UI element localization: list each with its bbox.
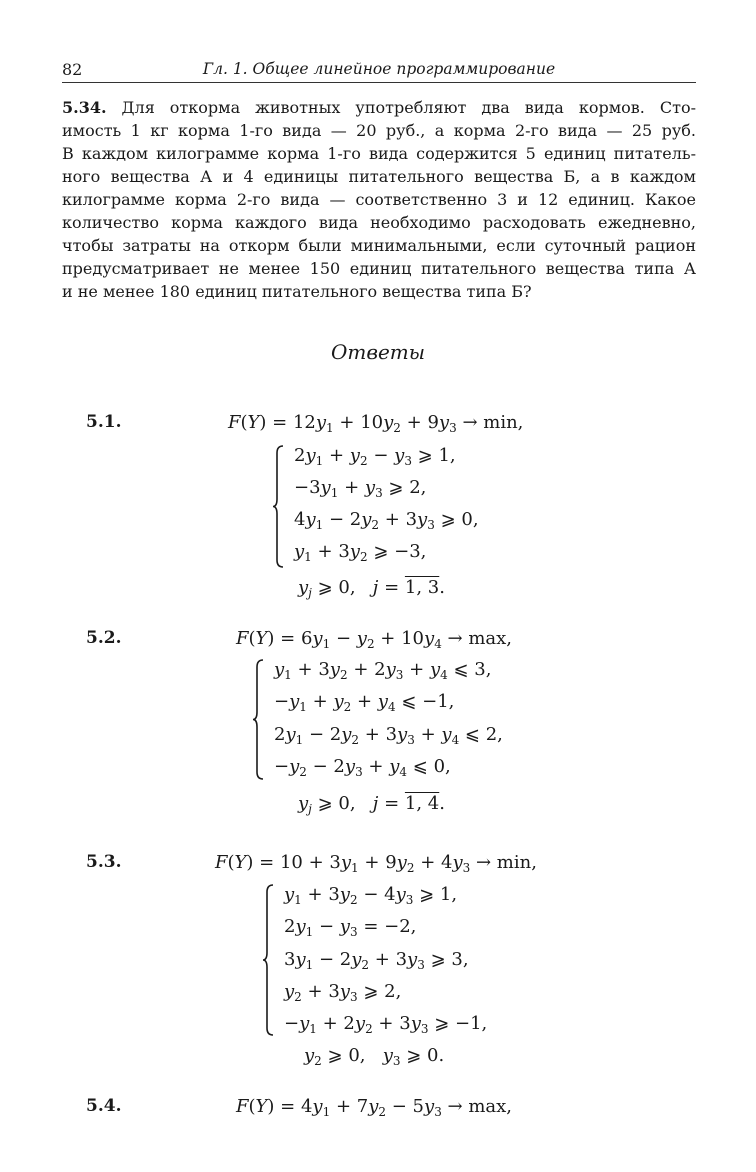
problem-5-34 bbox=[62, 96, 696, 303]
objective-function: $F(Y) = 6y_1 - y_2 + 10y_4 \to \max$, bbox=[236, 628, 513, 651]
answer-label: 5.1. bbox=[86, 412, 122, 432]
constraint: $-y_2 - 2y_3 + y_4$ ⩽ 0, bbox=[274, 756, 451, 779]
constraint: $y_2 + 3y_3$ ⩾ 2, bbox=[284, 981, 402, 1004]
constraint: $4y_1 - 2y_2 + 3y_3$ ⩾ 0, bbox=[294, 509, 479, 532]
constraint: $y_1 + 3y_2$ ⩾ −3, bbox=[294, 541, 427, 564]
constraint: $-y_1 + y_2 + y_4$ ⩽ −1, bbox=[274, 691, 455, 714]
problem-line: чтобы затраты на откорм были минимальными, если суточный рацион bbox=[62, 236, 696, 255]
system-brace bbox=[252, 659, 264, 780]
constraint: $2y_1 - y_3 = -2$, bbox=[284, 916, 417, 939]
nonnegativity-condition: $y_j$ ⩾ 0, j = 1, 3. bbox=[298, 577, 445, 600]
constraint: $2y_1 - 2y_2 + 3y_3 + y_4$ ⩽ 2, bbox=[274, 724, 503, 747]
constraint: $y_1 + 3y_2 + 2y_3 + y_4$ ⩽ 3, bbox=[274, 659, 492, 682]
nonnegativity-condition: $y_2$ ⩾ 0, $y_3$ ⩾ 0. bbox=[304, 1045, 445, 1068]
objective-function: $F(Y) = 10 + 3y_1 + 9y_2 + 4y_3 \to \min$, bbox=[215, 852, 537, 875]
problem-line: килограмме корма 2-го вида — соответственно 3 и 12 единиц. Какое bbox=[62, 190, 696, 209]
constraint: $2y_1 + y_2 - y_3$ ⩾ 1, bbox=[294, 445, 456, 468]
answers-section-title: Ответы bbox=[330, 340, 426, 364]
page-number: 82 bbox=[62, 60, 83, 79]
problem-line: 5.34. Для откорма животных употребляют два вида кормов. Сто- bbox=[62, 98, 696, 117]
page-header bbox=[62, 60, 696, 83]
constraint: $-y_1 + 2y_2 + 3y_3$ ⩾ −1, bbox=[284, 1013, 488, 1036]
constraint: $y_1 + 3y_2 - 4y_3$ ⩾ 1, bbox=[284, 884, 458, 907]
nonnegativity-condition: $y_j$ ⩾ 0, j = 1, 4. bbox=[298, 793, 445, 816]
constraint: $3y_1 - 2y_2 + 3y_3$ ⩾ 3, bbox=[284, 949, 469, 972]
problem-line: ного вещества А и 4 единицы питательного вещества Б, а в каждом bbox=[62, 167, 696, 186]
answer-label: 5.4. bbox=[86, 1096, 122, 1116]
problem-line: имость 1 кг корма 1-го вида — 20 руб., а корма 2-го вида — 25 руб. bbox=[62, 121, 696, 140]
constraint: $-3y_1 + y_3$ ⩾ 2, bbox=[294, 477, 427, 500]
problem-line: предусматривает не менее 150 единиц питательного вещества типа А bbox=[62, 259, 696, 278]
problem-number: 5.34. bbox=[62, 98, 107, 117]
objective-function: $F(Y) = 4y_1 + 7y_2 - 5y_3 \to \max$, bbox=[236, 1096, 513, 1119]
answer-label: 5.2. bbox=[86, 628, 122, 648]
problem-line: В каждом килограмме корма 1-го вида содержится 5 единиц питатель- bbox=[62, 144, 696, 163]
answer-label: 5.3. bbox=[86, 852, 122, 872]
problem-line: и не менее 180 единиц питательного вещества типа Б? bbox=[62, 282, 532, 301]
problem-line: количество корма каждого вида необходимо расходовать ежедневно, bbox=[62, 213, 696, 232]
system-brace bbox=[272, 445, 284, 568]
system-brace bbox=[262, 884, 274, 1036]
objective-function: $F(Y) = 12y_1 + 10y_2 + 9y_3 \to \min$, bbox=[228, 412, 524, 435]
running-title: Гл. 1. Общее линейное программирование bbox=[202, 60, 556, 78]
